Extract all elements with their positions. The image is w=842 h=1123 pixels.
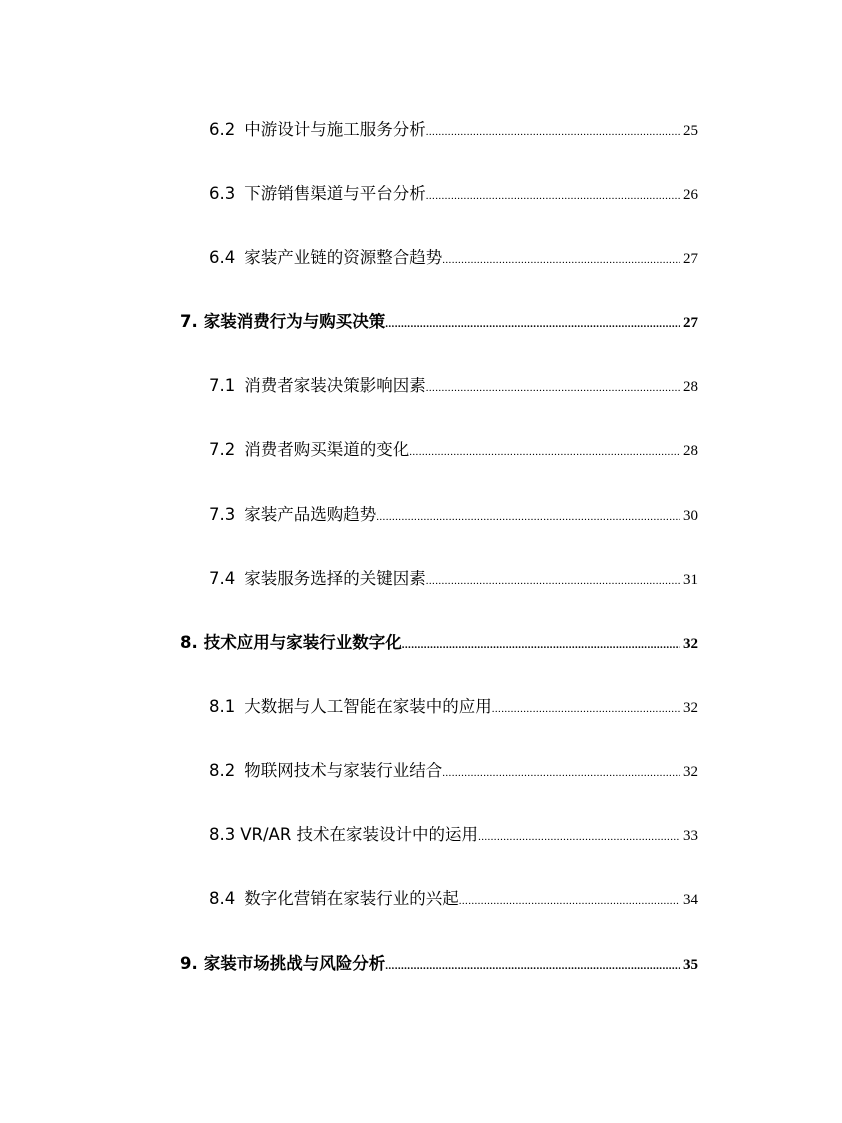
toc-entry-8-3[interactable] [209,822,698,848]
toc-entry-7-1[interactable] [209,373,698,399]
toc-dot-leader [442,247,680,273]
toc-section-8[interactable] [180,630,698,656]
toc-dot-leader [426,119,680,145]
toc-entry-number: 6.2 [209,120,236,139]
toc-entry-page: 25 [683,123,698,139]
toc-entry-8-1[interactable] [209,694,698,720]
toc-section-page: 27 [683,315,698,331]
toc-dot-leader [492,696,680,722]
toc-dot-leader [385,311,680,337]
toc-dot-leader [402,632,680,658]
toc-entry-page: 28 [683,379,698,395]
toc-section-number: 9. [180,954,198,973]
toc-dot-leader [426,375,680,401]
toc-entry-title: 中游设计与施工服务分析 [244,120,426,139]
toc-entry-6-3[interactable] [209,181,698,207]
toc-entry-number: 6.4 [209,248,236,267]
toc-entry-6-2[interactable] [209,117,698,143]
toc-entry-number: 8.4 [209,889,236,908]
toc-entry-title: VR/AR 技术在家装设计中的运用 [240,825,479,844]
toc-dot-leader [478,824,680,850]
toc-entry-page: 34 [683,892,698,908]
toc-entry-page: 26 [683,187,698,203]
toc-dot-leader [385,953,680,979]
toc-entry-page: 32 [683,700,698,716]
toc-entry-title: 家装产品选购趋势 [244,505,377,524]
toc-section-page: 35 [683,957,698,973]
toc-entry-title: 物联网技术与家装行业结合 [244,761,443,780]
toc-section-title: 家装市场挑战与风险分析 [203,954,386,973]
toc-entry-page: 27 [683,251,698,267]
toc-section-title: 技术应用与家装行业数字化 [203,633,402,652]
toc-entry-page: 30 [683,508,698,524]
toc-entry-number: 7.3 [209,505,236,524]
toc-entry-page: 28 [683,443,698,459]
toc-entry-6-4[interactable] [209,245,698,271]
toc-section-number: 7. [180,312,198,331]
toc-entry-page: 33 [683,828,698,844]
toc-entry-page: 32 [683,764,698,780]
toc-entry-number: 7.4 [209,569,236,588]
toc-section-number: 8. [180,633,198,652]
toc-entry-title: 消费者购买渠道的变化 [244,440,410,459]
toc-section-7[interactable] [180,309,698,335]
toc-section-title: 家装消费行为与购买决策 [203,312,386,331]
toc-entry-7-3[interactable] [209,502,698,528]
toc-entry-7-2[interactable] [209,437,698,463]
toc-dot-leader [426,183,680,209]
toc-entry-number: 7.2 [209,440,236,459]
toc-section-page: 32 [683,636,698,652]
toc-entry-number: 8.2 [209,761,236,780]
toc-entry-7-4[interactable] [209,566,698,592]
toc-entry-title: 家装产业链的资源整合趋势 [244,248,443,267]
toc-dot-leader [409,439,680,465]
toc-entry-number: 8.1 [209,697,236,716]
toc-section-9[interactable] [180,951,698,977]
toc-dot-leader [459,888,680,914]
toc-entry-title: 下游销售渠道与平台分析 [244,184,426,203]
toc-entry-number: 7.1 [209,376,236,395]
toc-entry-page: 31 [683,572,698,588]
toc-entry-title: 数字化营销在家装行业的兴起 [244,889,459,908]
toc-dot-leader [376,504,680,530]
toc-entry-number: 6.3 [209,184,236,203]
toc-entry-number: 8.3 [209,825,236,844]
toc-entry-title: 消费者家装决策影响因素 [244,376,426,395]
toc-dot-leader [426,568,680,594]
toc-entry-title: 大数据与人工智能在家装中的应用 [244,697,492,716]
toc-entry-title: 家装服务选择的关键因素 [244,569,426,588]
toc-dot-leader [442,760,680,786]
toc-entry-8-4[interactable] [209,886,698,912]
toc-entry-8-2[interactable] [209,758,698,784]
